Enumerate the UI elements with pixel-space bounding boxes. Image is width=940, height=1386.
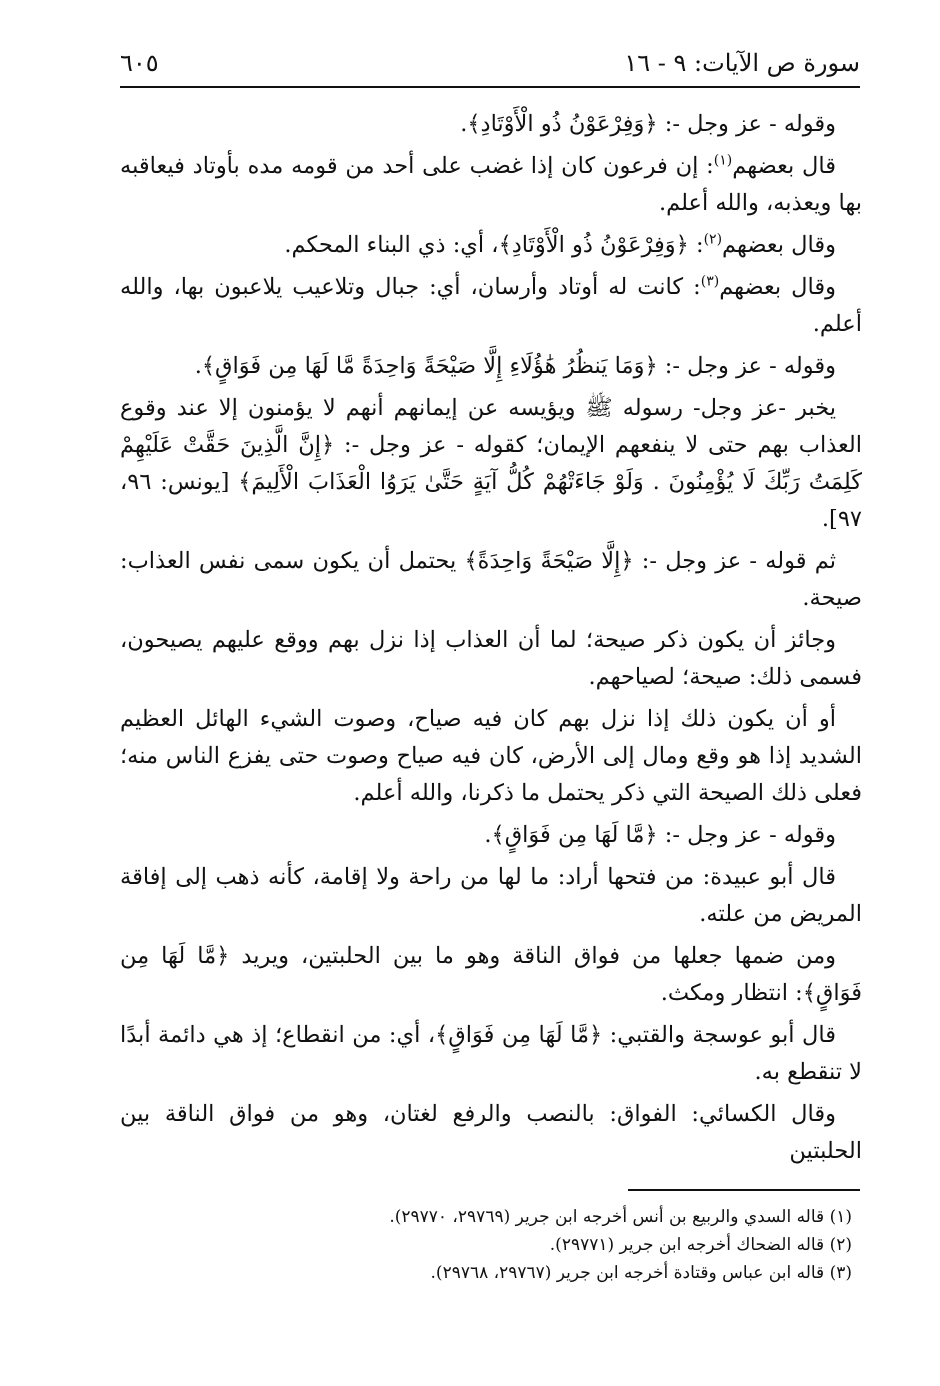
paragraph <box>120 938 862 1012</box>
footnote-item: (٢) قاله الضحاك أخرجه ابن جرير (٢٩٧٧١). <box>549 1235 852 1255</box>
page-number: ٦٠٥ <box>120 49 159 77</box>
text-segment: يخبر -عز وجل- رسوله ﷺ ويؤيسه عن إيمانهم أنهم لا يؤمنون إلا عند وقوع العذاب بهم حتى لا ينفعهم الإيمان؛ كقوله - عز وجل -: <box>120 395 862 458</box>
running-header <box>120 46 860 88</box>
text-segment: وقال بعضهم <box>722 232 836 258</box>
text-segment: أو أن يكون ذلك إذا نزل بهم كان فيه صياح، وصوت الشيء الهائل العظيم الشديد إذا هو وقع ومال إلى الأرض، كان فيه صياح وصوت حتى يفزع الناس منه؛ فعلى ذلك الصيحة التي ذكر يحتمل ما ذكرنا، والله أعلم. <box>120 706 862 806</box>
paragraph <box>120 227 862 264</box>
paragraph <box>120 622 862 696</box>
paragraph <box>120 1096 862 1170</box>
text-segment: وجائز أن يكون ذكر صيحة؛ لما أن العذاب إذا نزل بهم ووقع عليهم يصيحون، فسمى ذلك: صيحة؛ لصياحهم. <box>120 627 862 690</box>
body-text <box>120 106 862 1175</box>
text-segment: قال أبو عبيدة: من فتحها أراد: ما لها من راحة ولا إقامة، كأنه ذهب إلى إفاقة المريض من علته. <box>120 864 862 927</box>
text-segment: وقال بعضهم <box>719 274 836 300</box>
footnote-marker: (٣) <box>700 273 720 290</box>
footnote-marker: (٢) <box>703 231 723 248</box>
paragraph <box>120 148 862 222</box>
text-segment: وقوله - عز وجل -: <box>657 111 836 137</box>
paragraph <box>120 269 862 343</box>
quran-verse: ﴿مَّا لَهَا مِن فَوَاقٍ﴾ <box>120 943 862 1006</box>
quran-verse: ﴿إِنَّ الَّذِينَ حَقَّتْ عَلَيْهِمْ كَلِمَتُ رَبِّكَ لَا يُؤْمِنُونَ . وَلَوْ جَاءَتْهُمْ كُلُّ آيَةٍ حَتَّىٰ يَرَوُا الْعَذَابَ الْأَلِيمَ﴾ <box>120 432 862 495</box>
paragraph <box>120 543 862 617</box>
paragraph <box>120 1017 862 1091</box>
text-segment: وقوله - عز وجل -: <box>657 822 836 848</box>
footnote-item: (١) قاله السدي والربيع بن أنس أخرجه ابن جرير (٢٩٧٦٩، ٢٩٧٧٠). <box>389 1207 852 1227</box>
text-segment: . <box>460 111 468 137</box>
text-segment: [يونس: ٩٦، ٩٧]. <box>120 469 862 532</box>
footnotes <box>120 1203 860 1287</box>
text-segment: ، أي: ذي البناء المحكم. <box>284 232 499 258</box>
footnote-item: (٣) قاله ابن عباس وقتادة أخرجه ابن جرير (٢٩٧٦٧، ٢٩٧٦٨). <box>430 1263 852 1283</box>
text-segment: . <box>194 353 202 379</box>
text-segment: : <box>688 232 704 258</box>
quran-verse: ﴿مَّا لَهَا مِن فَوَاقٍ﴾ <box>435 1022 603 1048</box>
text-segment: قال أبو عوسجة والقتبي: <box>602 1022 836 1048</box>
paragraph <box>120 859 862 933</box>
header-title: سورة ص الآيات: ٩ - ١٦ <box>624 49 860 77</box>
text-segment: . <box>484 822 492 848</box>
quran-verse: ﴿وَفِرْعَوْنُ ذُو الْأَوْتَادِ﴾ <box>467 111 658 137</box>
paragraph <box>120 106 862 143</box>
text-segment: : كانت له أوتاد وأرسان، أي: جبال وتلاعيب يلاعبون بها، والله أعلم. <box>120 274 862 337</box>
paragraph <box>120 701 862 812</box>
text-segment: وقال الكسائي: الفواق: بالنصب والرفع لغتان، وهو من فواق الناقة بين الحلبتين <box>120 1101 862 1164</box>
quran-verse: ﴿مَّا لَهَا مِن فَوَاقٍ﴾ <box>491 822 658 848</box>
paragraph <box>120 817 862 854</box>
text-segment: ومن ضمها جعلها من فواق الناقة وهو ما بين الحلبتين، ويريد <box>229 943 836 969</box>
text-segment: : إن فرعون كان إذا غضب على أحد من قومه مده بأوتاد فيعاقبه بها ويعذبه، والله أعلم. <box>120 153 862 216</box>
paragraph <box>120 390 862 538</box>
footnote-separator <box>628 1189 860 1191</box>
text-segment: ثم قوله - عز وجل -: <box>633 548 837 574</box>
text-segment: : انتظار ومكث. <box>660 980 803 1006</box>
quran-verse: ﴿وَمَا يَنظُرُ هَٰؤُلَاءِ إِلَّا صَيْحَةً وَاحِدَةً مَّا لَهَا مِن فَوَاقٍ﴾ <box>201 353 658 379</box>
text-segment: ، أي: من انقطاع؛ إذ هي دائمة أبدًا لا تنقطع به. <box>120 1022 862 1085</box>
text-segment: يحتمل أن يكون سمى نفس العذاب: صيحة. <box>120 548 862 611</box>
paragraph <box>120 348 862 385</box>
quran-verse: ﴿إِلَّا صَيْحَةً وَاحِدَةً﴾ <box>464 548 634 574</box>
quran-verse: ﴿وَفِرْعَوْنُ ذُو الْأَوْتَادِ﴾ <box>498 232 689 258</box>
footnote-marker: (١) <box>713 152 733 169</box>
text-segment: وقوله - عز وجل -: <box>657 353 836 379</box>
text-segment: قال بعضهم <box>732 153 836 179</box>
